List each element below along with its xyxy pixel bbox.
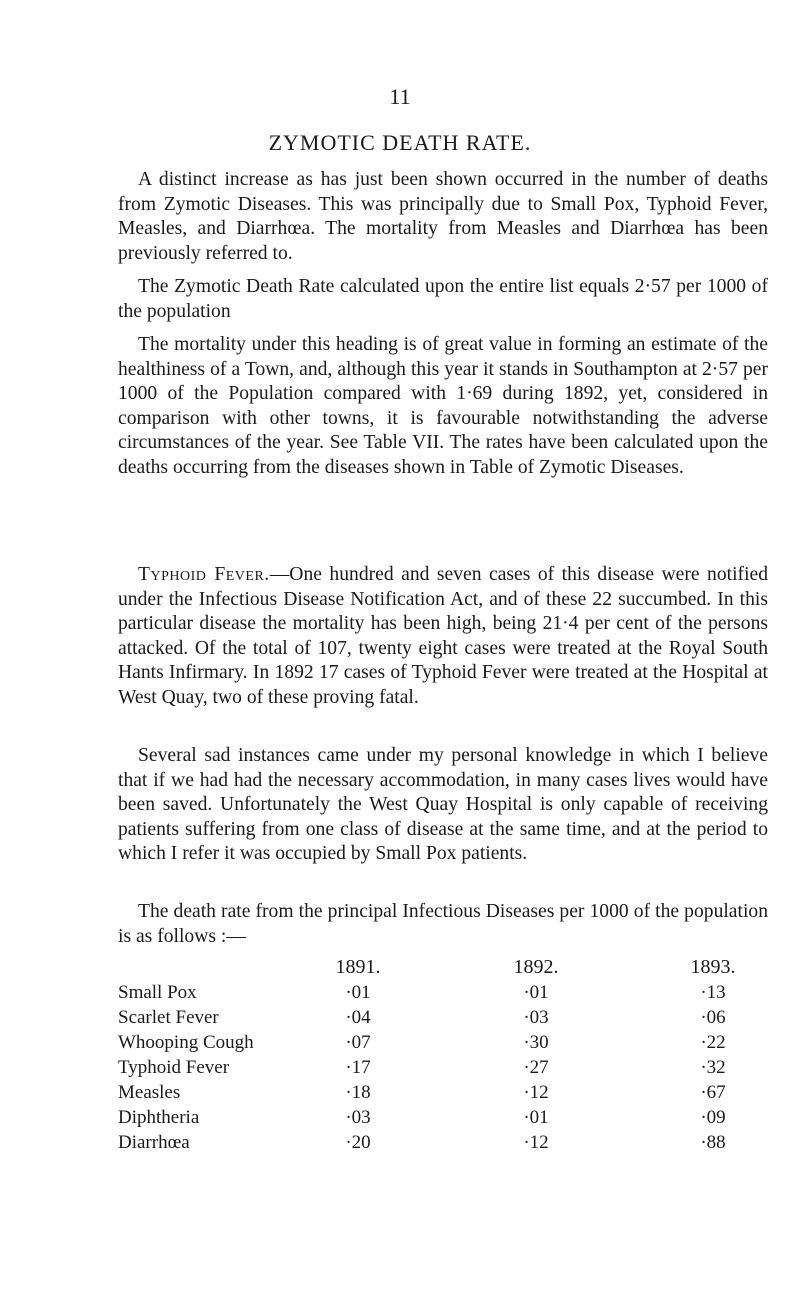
- paragraph-rate-intro: The death rate from the principal Infectious Diseases per 1000 of the population is as follows :—: [118, 901, 768, 947]
- year-header: 1893.: [690, 956, 736, 978]
- table-row: [118, 1055, 768, 1080]
- disease-name: Measles: [118, 1082, 181, 1103]
- rate-value: ·01: [523, 982, 549, 1003]
- table-row: [118, 1005, 768, 1030]
- paragraph-mortality-estimate: The mortality under this heading is of great value in forming an estimate of the healthiness of a Town, and, although this year it stands in Southampton at 2·57 per 1000 of the Population compared with 1·69 during 1892, yet, considered in comparison with other towns, it is favourable notwithstanding the adverse circumstances of the year. See Table VII. The rates have been calculated upon the deaths occurring from the diseases shown in Table of Zymotic Diseases.: [118, 334, 768, 478]
- rate-value: ·67: [700, 1082, 726, 1103]
- typhoid-fever-lead: Typhoid Fever.: [138, 564, 270, 585]
- table-row: [118, 1130, 768, 1155]
- paragraph-hospital-accommodation: Several sad instances came under my personal knowledge in which I believe that if we had had the necessary accommodation, in many cases lives would have been saved. Unfortunately the West Quay Hospital is only capable of receiving patients suffering from one class of disease at the same time, and at the period to which I refer it was occupied by Small Pox patients.: [118, 745, 768, 864]
- section-heading: ZYMOTIC DEATH RATE.: [268, 130, 532, 155]
- table-row: [118, 1080, 768, 1105]
- rate-value: ·04: [345, 1007, 371, 1028]
- rate-value: ·06: [700, 1007, 726, 1028]
- rate-value: ·22: [700, 1032, 726, 1053]
- year-header: 1891.: [335, 956, 381, 978]
- rate-value: ·12: [523, 1082, 549, 1103]
- disease-name: Diphtheria: [118, 1107, 200, 1128]
- rate-value: ·20: [345, 1132, 371, 1153]
- paragraph-zymotic-increase: A distinct increase as has just been shown occurred in the number of deaths from Zymotic Diseases. This was principally due to Small Pox, Typhoid Fever, Measles, and Diarrhœa. The mortality from Measles and Diarrhœa has been previously referred to.: [118, 169, 768, 264]
- disease-name: Small Pox: [118, 982, 197, 1003]
- rate-value: ·32: [700, 1057, 726, 1078]
- disease-name: Typhoid Fever: [118, 1057, 230, 1078]
- year-header: 1892.: [513, 956, 559, 978]
- paragraph-death-rate: The Zymotic Death Rate calculated upon the entire list equals 2·57 per 1000 of the population: [118, 276, 768, 322]
- rate-value: ·27: [523, 1057, 549, 1078]
- table-row: [118, 1030, 768, 1055]
- rate-value: ·12: [523, 1132, 549, 1153]
- death-rate-table: [118, 955, 768, 1155]
- rate-value: ·30: [523, 1032, 549, 1053]
- disease-name: Whooping Cough: [118, 1032, 254, 1053]
- rate-value: ·09: [700, 1107, 726, 1128]
- rate-value: ·17: [345, 1057, 371, 1078]
- typhoid-fever-text: —One hundred and seven cases of this disease were notified under the Infectious Disease Notification Act, and of these 22 succumbed. In this particular disease the mortality has been high, being 21·4 per cent of the persons attacked. Of the total of 107, twenty eight cases were treated at the Royal South Hants Infirmary. In 1892 17 cases of Typhoid Fever were treated at the Hospital at West Quay, two of these proving fatal.: [118, 564, 769, 708]
- table-row: [118, 980, 768, 1005]
- rate-value: ·03: [523, 1007, 549, 1028]
- rate-value: ·18: [345, 1082, 371, 1103]
- rate-value: ·01: [523, 1107, 549, 1128]
- rate-value: ·07: [345, 1032, 371, 1053]
- page-number: 11: [389, 84, 411, 109]
- rate-value: ·88: [700, 1132, 726, 1153]
- paragraph-typhoid-fever: [118, 563, 768, 710]
- rate-value: ·01: [345, 982, 371, 1003]
- disease-name: Scarlet Fever: [118, 1007, 219, 1028]
- table-row: [118, 1105, 768, 1130]
- rate-value: ·03: [345, 1107, 371, 1128]
- disease-name: Diarrhœa: [118, 1132, 190, 1153]
- table-header-row: [118, 955, 768, 980]
- rate-value: ·13: [700, 982, 726, 1003]
